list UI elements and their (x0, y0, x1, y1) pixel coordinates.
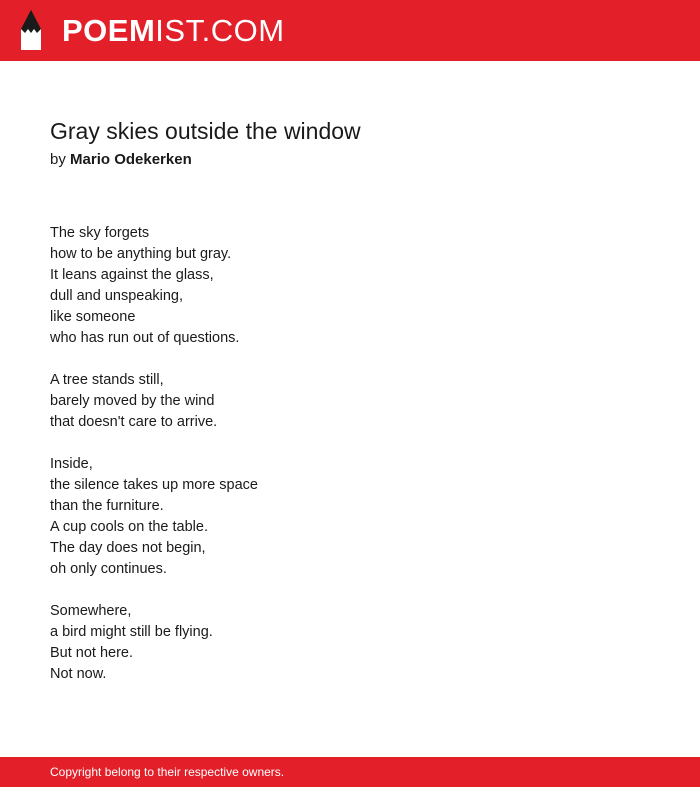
site-footer (0, 757, 700, 787)
poem-line: dull and unspeaking, (50, 288, 184, 304)
poem-line: A tree stands still, (50, 372, 164, 388)
brand-name-bold: POEM (62, 13, 156, 48)
poem-line: who has run out of questions. (50, 330, 240, 346)
stanza-4 (50, 601, 650, 685)
poem-content (50, 115, 650, 706)
site-header (0, 0, 700, 61)
poem-line: But not here. (50, 645, 134, 661)
poem-line: The day does not begin, (50, 540, 206, 556)
poem-title: Gray skies outside the window (50, 118, 361, 144)
poem-line: The sky forgets (50, 225, 150, 241)
poem-author: Mario Odekerken (70, 151, 192, 168)
poem-line: the silence takes up more space (50, 477, 258, 493)
poem-line: a bird might still be flying. (50, 624, 213, 640)
poem-body (50, 223, 650, 685)
poem-line: It leans against the glass, (50, 267, 214, 283)
poem-line: Inside, (50, 456, 93, 472)
poem-line: oh only continues. (50, 561, 167, 577)
brand-name-light: IST.COM (155, 13, 285, 48)
poem-line: like someone (50, 309, 136, 325)
stanza-1 (50, 223, 650, 349)
copyright-notice: Copyright belong to their respective owners. (50, 765, 285, 779)
poem-line: that doesn't care to arrive. (50, 414, 218, 430)
poem-line: barely moved by the wind (50, 393, 215, 409)
site-brand-link[interactable] (62, 11, 285, 51)
byline-label: by (50, 151, 66, 168)
stanza-3 (50, 454, 650, 580)
poem-line: how to be anything but gray. (50, 246, 232, 262)
poem-line: Not now. (50, 666, 107, 682)
poem-line: than the furniture. (50, 498, 164, 514)
pencil-tip-icon[interactable] (17, 9, 45, 51)
stanza-2 (50, 370, 650, 433)
poem-byline (50, 149, 650, 171)
poem-line: Somewhere, (50, 603, 132, 619)
poem-line: A cup cools on the table. (50, 519, 208, 535)
